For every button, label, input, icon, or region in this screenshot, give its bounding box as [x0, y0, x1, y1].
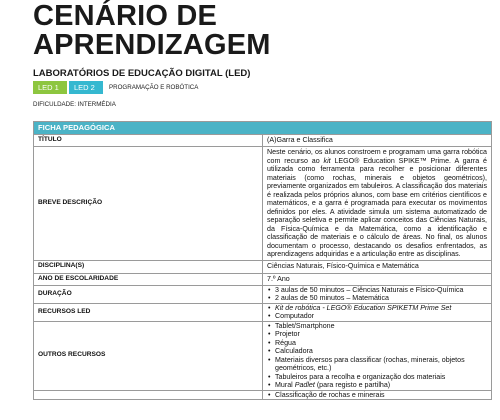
value-disciplinas: Ciências Naturais, Físico-Química e Matemática	[263, 260, 492, 273]
value-titulo: (A)Garra e Classifica	[263, 135, 492, 147]
padlet-text: Padlet	[294, 381, 315, 389]
row-ano	[34, 273, 492, 285]
list-item: • 2 aulas de 50 minutos – Matemática	[267, 294, 487, 303]
ficha-table	[33, 121, 492, 400]
recursos-kit-rest: de robótica - LEGO® Education SPIKETM Prime Set	[283, 303, 452, 312]
table-header-row	[34, 122, 492, 135]
value-recursos-led	[263, 303, 492, 321]
value-last	[263, 390, 492, 400]
label-titulo: TÍTULO	[34, 135, 263, 147]
list-item: • Projetor	[267, 330, 487, 339]
title-line-1: CENÁRIO DE	[33, 0, 218, 32]
list-item: • 3 aulas de 50 minutos – Ciências Naturais e Físico-Química	[267, 286, 487, 295]
list-item	[267, 304, 487, 313]
label-disciplinas: DISCIPLINA(S)	[34, 260, 263, 273]
row-duracao	[34, 285, 492, 303]
tag-led2: LED 2	[69, 81, 103, 94]
row-last	[34, 390, 492, 400]
list-item: • Tablet/Smartphone	[267, 322, 487, 331]
descricao-p2: LEGO® Education SPIKE™ Prime. A garra é utilizada como ferramenta para recolher e posicionar diferentes materiais (como rochas, minerais e objetos geométricos), previamente organizados em tabuleiros. A classificação dos materiais é realizada pelos próprios alunos, com base em critérios científicos e matemáticos, e a garra é programada para executar os movimentos definidos por eles. A atividade simula um sistema automatizado de separação seletiva e permite aplicar conceitos das Ciências Naturais, da Física-Química e da Matemática, como a identificação e classificação de materiais e o cálculo de áreas. No final, os alunos documentam o processo, destacando os desafios enfrentados, as aprendizagens adquiridas e a articulação entre as disciplinas.	[267, 156, 488, 258]
value-descricao	[263, 147, 492, 261]
label-recursos-led: RECURSOS LED	[34, 303, 263, 321]
value-duracao	[263, 285, 492, 303]
mural-rest: (para registo e partilha)	[314, 381, 391, 389]
label-descricao: BREVE DESCRIÇÃO	[34, 147, 263, 261]
value-outros	[263, 321, 492, 390]
list-item: • Classificação de rochas e minerais	[267, 391, 487, 400]
value-ano: 7.º Ano	[263, 273, 492, 285]
list-item: • Calculadora	[267, 347, 487, 356]
tag-led1: LED 1	[33, 81, 67, 94]
subtitle: LABORATÓRIOS DE EDUCAÇÃO DIGITAL (LED)	[33, 68, 251, 79]
label-ano: ANO DE ESCOLARIDADE	[34, 273, 263, 285]
tag-topic: PROGRAMAÇÃO E ROBÓTICA	[109, 84, 199, 91]
recursos-kit: Kit	[275, 303, 284, 312]
difficulty: DIFICULDADE: INTERMÉDIA	[33, 101, 116, 108]
row-descricao	[34, 147, 492, 261]
list-item: • Materiais diversos para classificar (rochas, minerais, objetos geométricos, etc.)	[267, 356, 487, 373]
mural-text: Mural	[275, 381, 295, 389]
descricao-kit: kit	[323, 156, 331, 165]
row-disciplinas	[34, 260, 492, 273]
list-item: • Computador	[267, 312, 487, 321]
descricao-p1: Neste cenário, os alunos constroem e programam uma garra robótica com recurso ao	[267, 148, 487, 165]
list-item: • Tabuleiros para a recolha e organização dos materiais	[267, 373, 487, 382]
list-item: • Régua	[267, 339, 487, 348]
table-header: FICHA PEDAGÓGICA	[34, 122, 492, 135]
label-outros: OUTROS RECURSOS	[34, 321, 263, 390]
row-titulo	[34, 135, 492, 147]
page-title	[33, 2, 271, 60]
list-item	[267, 381, 487, 390]
title-line-2: APRENDIZAGEM	[33, 29, 271, 61]
label-duracao: DURAÇÃO	[34, 285, 263, 303]
label-last	[34, 390, 263, 400]
row-outros	[34, 321, 492, 390]
tag-row	[33, 81, 198, 94]
row-recursos-led	[34, 303, 492, 321]
